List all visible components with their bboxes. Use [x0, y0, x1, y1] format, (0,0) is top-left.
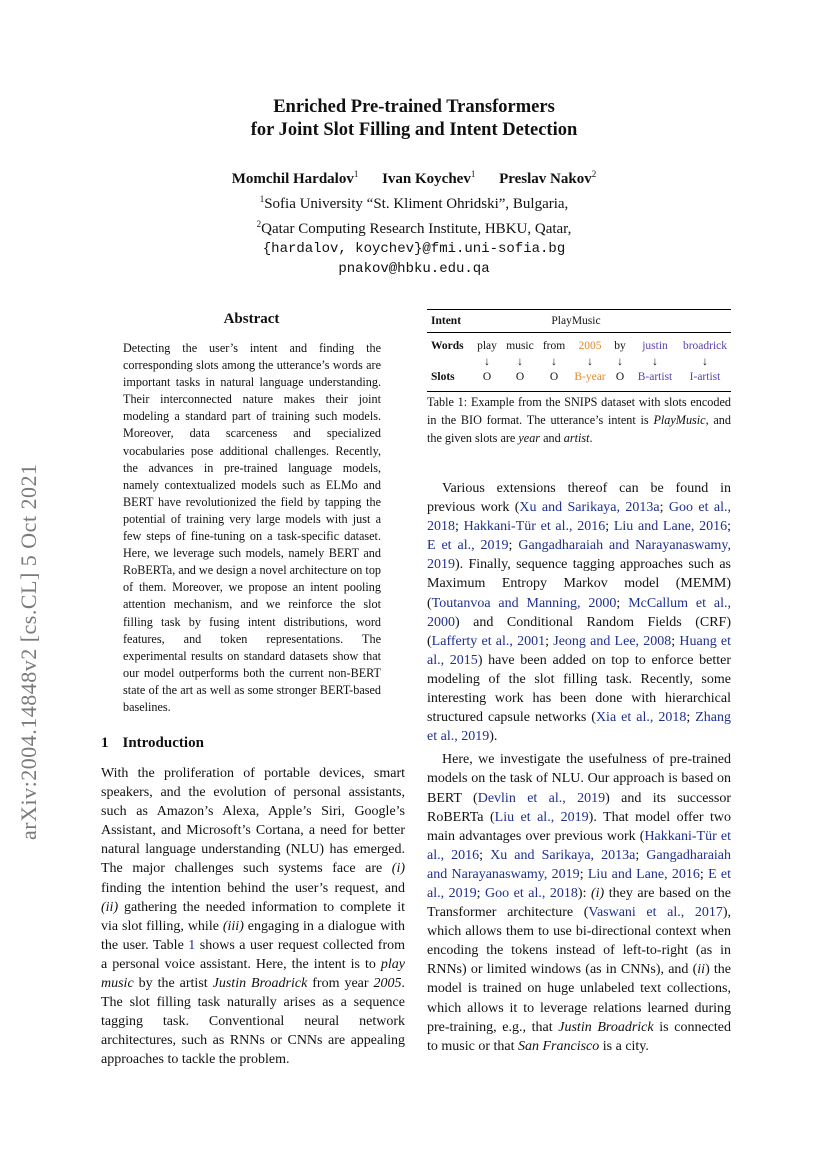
author-2: Ivan Koychev$^1$ [382, 169, 476, 187]
slots-label: Slots [431, 371, 455, 383]
paper-title [0, 96, 828, 142]
intent-row [427, 310, 731, 332]
table-rule-bottom [427, 391, 731, 392]
citation-link[interactable]: Hakkani-Tür et al., 2016 [463, 519, 606, 535]
citation-link[interactable]: Xu and Sarikaya, 2013a [519, 500, 660, 516]
slot-cell: I-artist [689, 371, 721, 383]
slots-row [427, 368, 731, 386]
citation-link[interactable]: Huang et al., 2015 [427, 633, 732, 668]
section-title: Introduction [122, 735, 204, 751]
citation-link[interactable]: Xia et al., 2018 [595, 710, 687, 726]
abstract-text: Detecting the user’s intent and finding the corresponding slots among the utterance’s words are important tasks in natural language understanding. Their interconnected nature makes their joint modeling a standard part of training such models. Moreover, data scarceness and specialized vocabularies pose additional challenges. Recently, the advances in pre-trained language models, namely contextualized models such as ELMo and BERT have revolutionized the field by tapping the potential of training very large models with just a few steps of fine-tuning on a task-specific dataset. Here, we leverage such models, namely BERT and RoBERTa, and we design a novel architecture on top of them. Moreover, we propose an intent pooling attention mechanism, and we reinforce the slot filling task by fusing intent distributions, word features, and token representations. The experimental results on standard datasets show that our model outperforms both the current non-BERT state of the art as well as some stronger BERT-based baselines. [123, 341, 382, 714]
citation-link[interactable]: Xu and Sarikaya, 2013a [490, 847, 636, 863]
slot-cell: B-year [574, 371, 606, 383]
table-ref-link[interactable]: 1 [188, 937, 196, 953]
title-line-2: for Joint Slot Filling and Intent Detection [250, 120, 578, 140]
email-1[interactable]: {hardalov, koychev}@fmi.uni-sofia.bg [262, 241, 566, 257]
citation-link[interactable]: E et al., 2019 [427, 866, 732, 901]
intent-value: PlayMusic [551, 315, 601, 327]
citation-link[interactable]: Goo et al., 2018 [427, 500, 731, 535]
words-label: Words [431, 340, 464, 352]
citation-link[interactable]: Vaswani et al., 2017 [588, 905, 723, 921]
words-row [427, 337, 731, 355]
slot-cell: O [515, 371, 525, 383]
intro-paragraph: With the proliferation of portable devices, smart speakers, and the evolution of personal assistants, such as Amazon’s Alexa, Apple’s Siri, Google’s Assistant, and Microsoft’s Cortana, a need for better natural language understanding (NLU) has emerged. The major challenges such systems face are (i) finding the intention behind the user’s request, and (ii) gathering the needed information to complete it via slot filling, while (iii) engaging in a dialogue with the user. Table 1 shows a user request collected from a personal voice assistant. Here, the intent is to play music by the artist Justin Broadrick from year 2005. The slot filling task naturally arises as a sequence tagging task. Conventional neural network architectures, such as RNNs or CNNs are appealing approaches to tackle the problem. [101, 766, 405, 1068]
down-arrow-icon: ↓ [551, 355, 557, 368]
word-cell: broadrick [682, 340, 728, 352]
author-1: Momchil Hardalov$^1$ [231, 169, 359, 187]
citation-link[interactable]: Gangadharaiah and Narayanaswamy, 2019 [427, 538, 732, 573]
affiliation-2: $^2$Qatar Computing Research Institute, HBKU, Qatar, [256, 219, 572, 237]
author-3: Preslav Nakov$^2$ [499, 169, 597, 187]
citation-link[interactable]: Liu et al., 2019 [494, 809, 589, 825]
citation-link[interactable]: Liu and Lane, 2016 [587, 866, 700, 882]
title-line-1: Enriched Pre-trained Transformers [273, 97, 555, 117]
author-block [0, 164, 828, 279]
citation-link[interactable]: Liu and Lane, 2016 [613, 519, 728, 535]
table-rule-mid [427, 332, 731, 333]
author-names [0, 164, 828, 189]
approach-paragraph: Here, we investigate the usefulness of pre-trained models on the task of NLU. Our approach is based on BERT (Devlin et al., 2019) and its successor RoBERTa (Liu et al., 2019). That model offer two main advantages over previous work (Hakkani-Tür et al., 2016; Xu and Sarikaya, 2013a; Gangadharaiah and Narayanaswamy, 2019; Liu and Lane, 2016; E et al., 2019; Goo et al., 2018): (i) they are based on the Transformer architecture (Vaswani et al., 2017), which allows them to use bi-directional context when encoding the tokens instead of left-to-right (as in RNNs) or limited windows (as in CNNs), and (ii) the model is trained on huge unlabeled text collections, which allows it to leverage relations learned during pre-training, e.g., that Justin Broadrick is connected to music or that San Francisco is a city. [427, 752, 732, 1054]
citation-link[interactable]: Goo et al., 2018 [485, 885, 578, 901]
citation-link[interactable]: Toutanvoa and Manning, 2000 [431, 595, 617, 611]
citation-link[interactable]: Lafferty et al., 2001 [431, 633, 546, 649]
down-arrow-icon: ↓ [652, 355, 658, 368]
word-cell: play [477, 340, 497, 352]
slot-cell: O [615, 371, 625, 383]
word-cell: by [614, 340, 626, 352]
word-cell: music [506, 340, 534, 352]
slot-cell: B-artist [637, 371, 673, 383]
word-cell: from [542, 340, 566, 352]
slot-cell: O [549, 371, 559, 383]
citation-link[interactable]: Hakkani-Tür et al., 2016 [427, 828, 731, 863]
related-work-paragraph: Various extensions thereof can be found in previous work (Xu and Sarikaya, 2013a; Goo et al., 2018; Hakkani-Tür et al., 2016; Liu and Lane, 2016; E et al., 2019; Gangadharaiah and Narayanaswamy, 2019). Finally, sequence tagging approaches such as Maximum Entropy Markov model (MEMM) (Toutanvoa and Manning, 2000; McCallum et al., 2000) and Conditional Random Fields (CRF) (Lafferty et al., 2001; Jeong and Lee, 2008; Huang et al., 2015) have been added on top to enforce better modeling of the slot filling task. Recently, some interesting work has been done with hierarchical structured capsule networks (Xia et al., 2018; Zhang et al., 2019). [427, 481, 732, 745]
section-number: 1 [101, 735, 109, 751]
citation-link[interactable]: E et al., 2019 [427, 538, 509, 554]
down-arrow-icon: ↓ [484, 355, 490, 368]
word-cell: justin [642, 340, 668, 352]
citation-link[interactable]: Gangadharaiah and Narayanaswamy, 2019 [427, 847, 732, 882]
arxiv-stamp[interactable]: arXiv:2004.14848v2 [cs.CL] 5 Oct 2021 [16, 463, 41, 840]
down-arrow-icon: ↓ [617, 355, 623, 368]
citation-link[interactable]: Devlin et al., 2019 [477, 790, 606, 806]
email-2[interactable]: pnakov@hbku.edu.qa [338, 261, 490, 277]
slot-cell: O [482, 371, 492, 383]
right-column-text [427, 479, 731, 1056]
affiliation-1: $^1$Sofia University “St. Kliment Ohridski”, Bulgaria, [259, 194, 569, 212]
citation-link[interactable]: Jeong and Lee, 2008 [553, 633, 672, 649]
abstract-heading: Abstract [223, 311, 280, 327]
down-arrow-icon: ↓ [517, 355, 523, 368]
down-arrow-icon: ↓ [702, 355, 708, 368]
citation-link[interactable]: McCallum et al., 2000 [427, 595, 732, 630]
intent-label: Intent [431, 315, 462, 327]
table-caption: Table 1: Example from the SNIPS dataset with slots encoded in the BIO format. The utterance’s intent is PlayMusic, and the given slots are year and artist. [427, 395, 731, 445]
word-cell: 2005 [578, 340, 602, 352]
section-heading [101, 735, 204, 752]
citation-link[interactable]: Zhang et al., 2019 [427, 710, 732, 745]
example-table [427, 309, 731, 392]
down-arrow-icon: ↓ [587, 355, 593, 368]
arrow-row [427, 355, 731, 368]
